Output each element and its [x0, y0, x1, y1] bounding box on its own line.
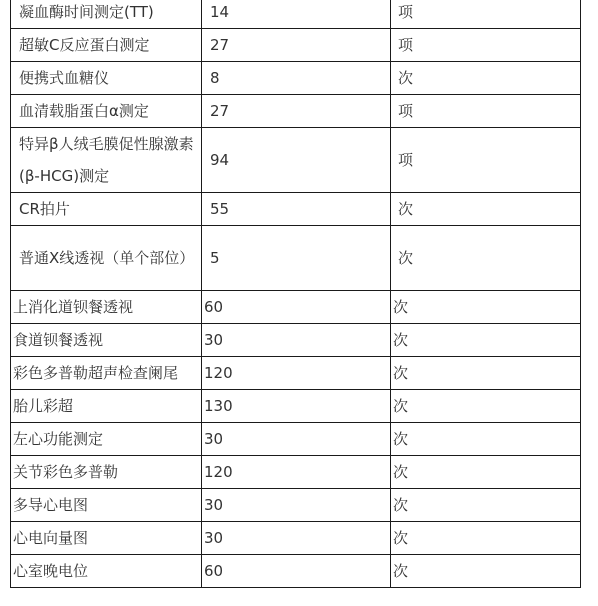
unit-cell: 次	[391, 62, 581, 95]
item-cell: 关节彩色多普勒	[11, 456, 202, 489]
table-row	[11, 489, 581, 522]
count-cell: 5	[202, 226, 391, 291]
table-row	[11, 324, 581, 357]
item-cell: 便携式血糖仪	[11, 62, 202, 95]
item-cell: 左心功能测定	[11, 423, 202, 456]
table-row	[11, 29, 581, 62]
count-cell: 94	[202, 128, 391, 193]
count-cell: 120	[202, 357, 391, 390]
count-cell: 14	[202, 0, 391, 29]
unit-cell: 次	[391, 193, 581, 226]
item-cell: 多导心电图	[11, 489, 202, 522]
table-row	[11, 456, 581, 489]
unit-cell: 项	[391, 0, 581, 29]
unit-cell: 次	[391, 390, 581, 423]
item-cell: 超敏C反应蛋白测定	[11, 29, 202, 62]
item-cell: 上消化道钡餐透视	[11, 291, 202, 324]
unit-cell: 项	[391, 29, 581, 62]
count-cell: 30	[202, 522, 391, 555]
count-cell: 27	[202, 29, 391, 62]
fee-table	[10, 0, 581, 588]
item-cell: 心电向量图	[11, 522, 202, 555]
table-row	[11, 522, 581, 555]
item-cell: 普通X线透视（单个部位）	[11, 226, 202, 291]
item-cell: 特异β人绒毛膜促性腺激素(β-HCG)测定	[11, 128, 202, 193]
count-cell: 8	[202, 62, 391, 95]
unit-cell: 次	[391, 226, 581, 291]
count-cell: 30	[202, 324, 391, 357]
unit-cell: 项	[391, 128, 581, 193]
count-cell: 55	[202, 193, 391, 226]
unit-cell: 次	[391, 456, 581, 489]
count-cell: 60	[202, 291, 391, 324]
table-row	[11, 226, 581, 291]
table-row	[11, 390, 581, 423]
unit-cell: 次	[391, 291, 581, 324]
table-row	[11, 193, 581, 226]
table-row	[11, 95, 581, 128]
unit-cell: 次	[391, 555, 581, 588]
table-row	[11, 128, 581, 193]
table-row	[11, 555, 581, 588]
table-row	[11, 357, 581, 390]
unit-cell: 次	[391, 522, 581, 555]
item-cell: 胎儿彩超	[11, 390, 202, 423]
unit-cell: 次	[391, 324, 581, 357]
table-row	[11, 0, 581, 29]
item-cell: 血清载脂蛋白α测定	[11, 95, 202, 128]
count-cell: 60	[202, 555, 391, 588]
count-cell: 120	[202, 456, 391, 489]
count-cell: 130	[202, 390, 391, 423]
unit-cell: 次	[391, 489, 581, 522]
item-cell: 心室晚电位	[11, 555, 202, 588]
table-row	[11, 291, 581, 324]
table-row	[11, 62, 581, 95]
table-row	[11, 423, 581, 456]
unit-cell: 次	[391, 357, 581, 390]
count-cell: 27	[202, 95, 391, 128]
item-cell: CR拍片	[11, 193, 202, 226]
item-cell: 彩色多普勒超声检查阑尾	[11, 357, 202, 390]
item-cell: 食道钡餐透视	[11, 324, 202, 357]
count-cell: 30	[202, 489, 391, 522]
unit-cell: 项	[391, 95, 581, 128]
item-cell: 凝血酶时间测定(TT)	[11, 0, 202, 29]
count-cell: 30	[202, 423, 391, 456]
unit-cell: 次	[391, 423, 581, 456]
